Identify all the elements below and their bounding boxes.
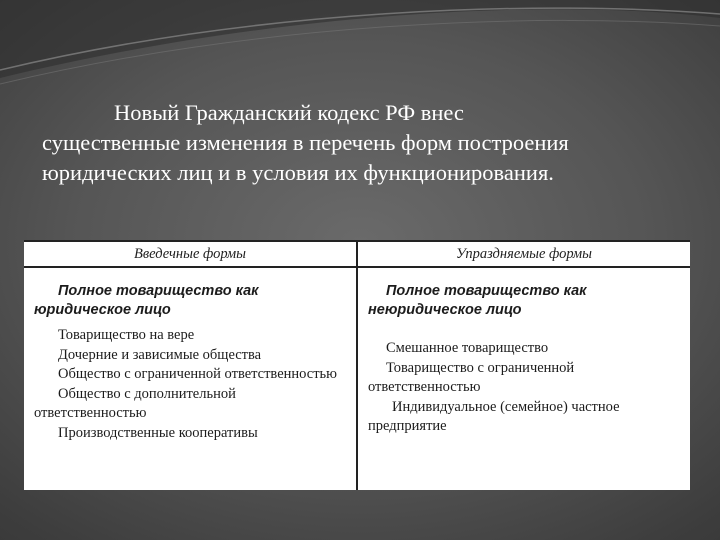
intro-line-2: существенные изменения в перечень форм построения <box>42 130 569 155</box>
header-introduced-forms: Введечные формы <box>134 246 246 262</box>
intro-line-3: юридических лиц и в условия их функционирования. <box>42 160 554 185</box>
list-item: Товарищество на вере <box>58 327 195 343</box>
list-item: Общество с дополнительной ответственностью <box>34 385 236 421</box>
list-item: Товарищество с ограниченной ответственностью <box>368 359 575 395</box>
table-body <box>24 268 690 490</box>
list-item: Дочерние и зависимые общества <box>58 346 262 363</box>
abolished-forms-column <box>356 268 690 490</box>
decorative-top-arc <box>0 0 720 90</box>
forms-comparison-table <box>24 240 690 490</box>
header-abolished-forms: Упраздняемые формы <box>356 242 690 266</box>
list-item: Смешанное товарищество <box>386 340 549 356</box>
intro-paragraph <box>42 98 682 188</box>
introduced-forms-heading: Полное товарищество как юридическое лицо <box>34 283 259 318</box>
list-item: Индивидуальное (семейное) частное предприятие <box>368 398 620 434</box>
introduced-forms-column <box>24 268 356 490</box>
list-item: Производственные кооперативы <box>58 424 258 441</box>
list-item: Общество с ограниченной ответственностью <box>58 366 337 382</box>
table-header-row <box>24 242 690 268</box>
abolished-forms-heading: Полное товарищество как неюридическое лицо <box>368 283 587 318</box>
intro-line-1: Новый Гражданский кодекс РФ внес <box>114 100 464 125</box>
